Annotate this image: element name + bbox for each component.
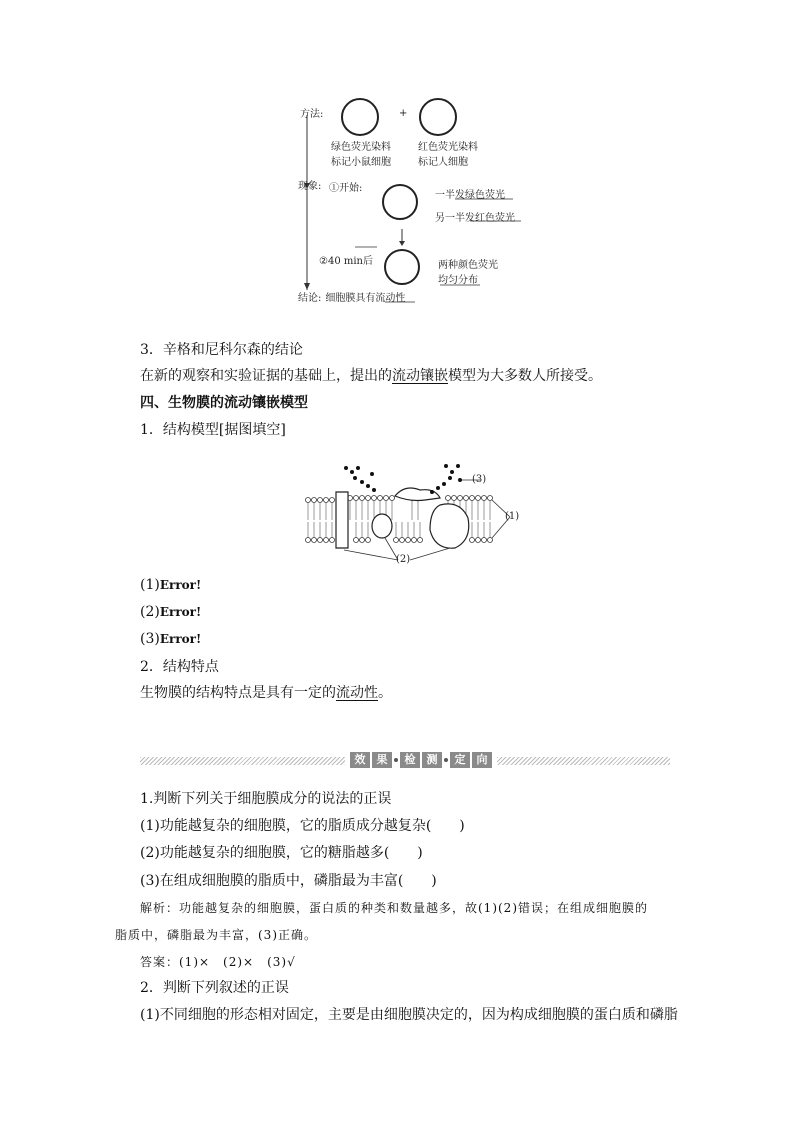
section-banner bbox=[140, 750, 670, 772]
protein-transmembrane bbox=[336, 492, 348, 548]
banner-stripe-left bbox=[140, 757, 345, 765]
answer-2-text: Error! bbox=[159, 605, 202, 619]
fused-cell-start bbox=[383, 185, 417, 219]
protein-peripheral bbox=[395, 488, 440, 501]
banner-char-6: 向 bbox=[472, 752, 492, 768]
membrane-label-3: (3) bbox=[472, 474, 487, 485]
answer-1-text: Error! bbox=[159, 578, 202, 592]
section3-text-after: 模型为大多数人所接受。 bbox=[448, 368, 602, 384]
quiz-analysis-2: 脂质中，磷脂最为丰富，(3)正确。 bbox=[115, 928, 317, 942]
human-label-2: 标记人细胞 bbox=[418, 157, 468, 168]
human-label-1: 红色荧光染料 bbox=[418, 142, 478, 153]
membrane-figure bbox=[300, 460, 530, 570]
mixed-label-2: 均匀分布 bbox=[438, 275, 478, 286]
banner-stripe-right bbox=[497, 757, 670, 765]
fused-cell-after bbox=[385, 250, 419, 284]
answer-1 bbox=[140, 575, 201, 595]
protein-large bbox=[430, 504, 469, 548]
method-label: 方法: bbox=[300, 109, 324, 120]
membrane-label-1: (1) bbox=[505, 511, 520, 522]
answer-3 bbox=[140, 629, 201, 649]
mouse-cell bbox=[342, 99, 378, 135]
quiz-analysis-1: 解析：功能越复杂的细胞膜，蛋白质的种类和数量越多，故(1)(2)错误；在组成细胞膜的 bbox=[140, 901, 648, 915]
answer-3-text: Error! bbox=[159, 632, 202, 646]
human-cell bbox=[420, 99, 456, 135]
cell-fusion-figure bbox=[295, 95, 535, 310]
banner-char-1: 效 bbox=[350, 752, 370, 768]
half-red-label: 另一半发红色荧光 bbox=[435, 213, 515, 224]
quiz-q2: 2．判断下列叙述的正误 bbox=[140, 980, 289, 996]
quiz-q1-3: (3)在组成细胞膜的脂质中，磷脂最为丰富( ) bbox=[140, 873, 437, 889]
conclusion-prefix: 结论: bbox=[298, 293, 322, 304]
answer-3-num: (3) bbox=[140, 631, 160, 647]
section4-item1: 1．结构模型[据图填空] bbox=[140, 422, 286, 438]
banner-dot-1 bbox=[394, 758, 398, 762]
answer-2-num: (2) bbox=[140, 604, 160, 620]
feature-after: 。 bbox=[378, 685, 392, 701]
after-label: ②40 min后 bbox=[319, 256, 373, 267]
section3-text-underlined: 流动镶嵌 bbox=[392, 368, 448, 384]
answer-2 bbox=[140, 602, 201, 622]
half-green-label: 一半发绿色荧光 bbox=[435, 190, 505, 201]
section3-heading: 3．辛格和尼科尔森的结论 bbox=[140, 342, 303, 358]
start-label: ①开始: bbox=[329, 183, 363, 194]
banner-char-5: 定 bbox=[450, 752, 470, 768]
section4-item2: 2．结构特点 bbox=[140, 659, 219, 675]
cell-fusion-diagram bbox=[295, 95, 535, 310]
answer-1-num: (1) bbox=[140, 577, 160, 593]
conclusion-underlined: 流动性 bbox=[375, 293, 406, 304]
conclusion-text: 细胞膜具有 bbox=[325, 293, 376, 304]
mouse-label-2: 标记小鼠细胞 bbox=[331, 157, 391, 168]
quiz-q1: 1.判断下列关于细胞膜成分的说法的正误 bbox=[140, 791, 392, 807]
conclusion-label bbox=[298, 289, 405, 304]
protein-embedded bbox=[372, 514, 392, 538]
section3-text-before: 在新的观察和实验证据的基础上，提出的 bbox=[140, 368, 392, 384]
feature-paragraph bbox=[140, 683, 392, 703]
banner-char-2: 果 bbox=[372, 752, 392, 768]
quiz-answer: 答案：(1)× (2)× (3)√ bbox=[140, 955, 296, 969]
feature-before: 生物膜的结构特点是具有一定的 bbox=[140, 685, 336, 701]
quiz-q1-1: (1)功能越复杂的细胞膜，它的脂质成分越复杂( ) bbox=[140, 818, 465, 834]
banner-char-4: 测 bbox=[422, 752, 442, 768]
membrane-diagram bbox=[300, 460, 530, 570]
section3-paragraph bbox=[140, 366, 602, 386]
phenomenon-label: 现象: bbox=[298, 181, 322, 192]
membrane-label-2: (2) bbox=[396, 554, 411, 565]
feature-underlined: 流动性 bbox=[336, 685, 378, 701]
mixed-label-1: 两种颜色荧光 bbox=[438, 260, 498, 271]
mouse-label-1: 绿色荧光染料 bbox=[331, 142, 391, 153]
quiz-q2-1: (1)不同细胞的形态相对固定，主要是由细胞膜决定的，因为构成细胞膜的蛋白质和磷脂 bbox=[140, 1007, 678, 1023]
quiz-q1-2: (2)功能越复杂的细胞膜，它的糖脂越多( ) bbox=[140, 845, 423, 861]
plus-sign: + bbox=[399, 108, 408, 119]
banner-dot-2 bbox=[444, 758, 448, 762]
section4-heading: 四、生物膜的流动镶嵌模型 bbox=[140, 395, 308, 411]
banner-char-3: 检 bbox=[400, 752, 420, 768]
